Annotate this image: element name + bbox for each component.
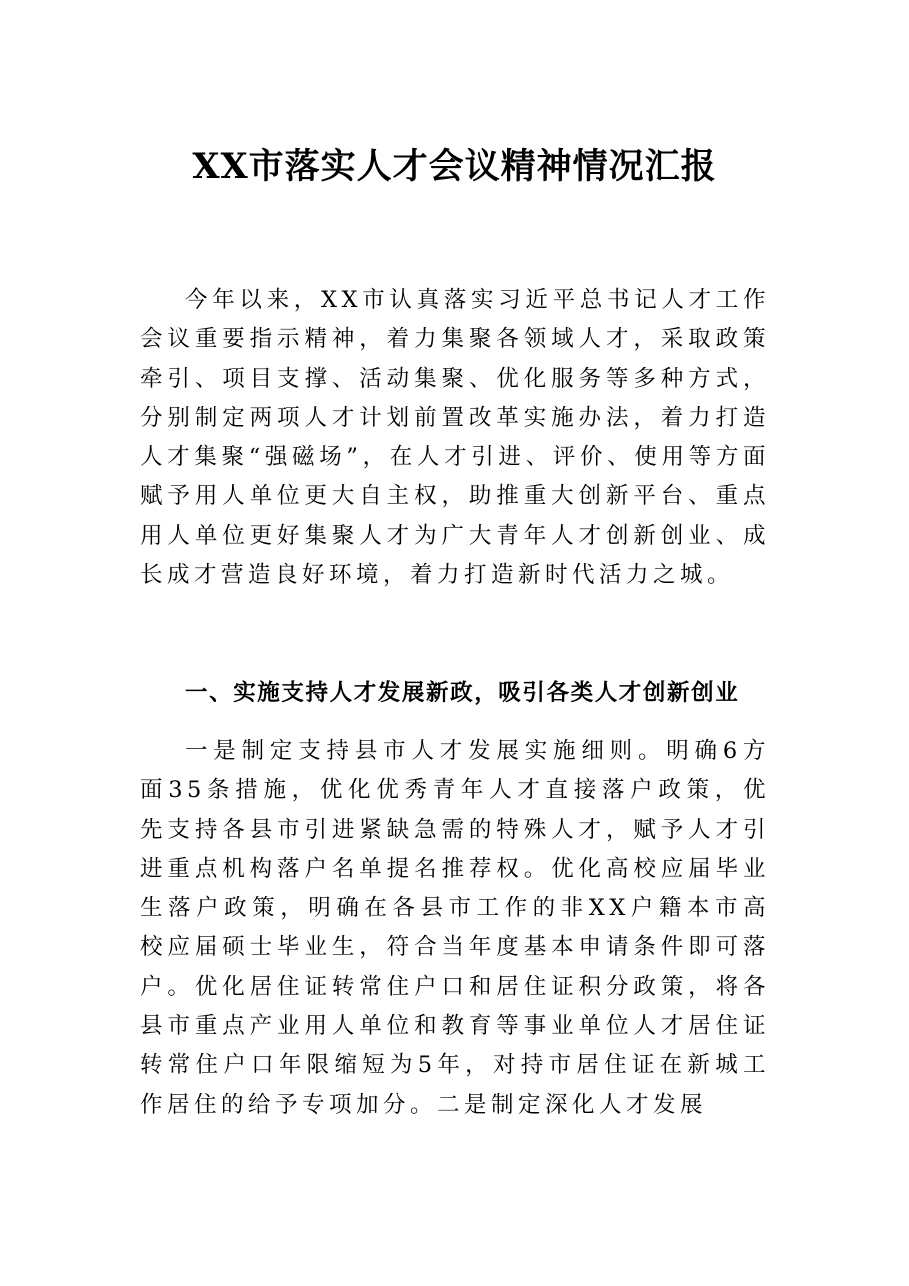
document-title: XX市落实人才会议精神情况汇报 — [192, 146, 717, 187]
section-paragraph: 一是制定支持县市人才发展实施细则。明确6方面35条措施，优化优秀青年人才直接落户政策，优先支持各县市引进紧缺急需的特殊人才，赋予人才引进重点机构落户名单提名推荐权。优化高校应届毕业生落户政策，明确在各县市工作的非XX户籍本市高校应届硕士毕业生，符合当年度基本申请条件即可落户。优化居住证转常住户口和居住证积分政策，将各县市重点产业用人单位和教育等事业单位人才居住证转常住户口年限缩短为5年，对持市居住证在新城工作居住的给予专项加分。二是制定深化人才发展 — [140, 738, 770, 1118]
section-heading: 一、实施支持人才发展新政，吸引各类人才创新创业 — [185, 680, 740, 706]
intro-paragraph: 今年以来，XX市认真落实习近平总书记人才工作会议重要指示精神，着力集聚各领域人才，采取政策牵引、项目支撑、活动集聚、优化服务等多种方式，分别制定两项人才计划前置改革实施办法，着力打造人才集聚“强磁场”，在人才引进、评价、使用等方面赋予用人单位更大自主权，助推重大创新平台、重点用人单位更好集聚人才为广大青年人才创新创业、成长成才营造良好环境，着力打造新时代活力之城。 — [140, 287, 770, 589]
